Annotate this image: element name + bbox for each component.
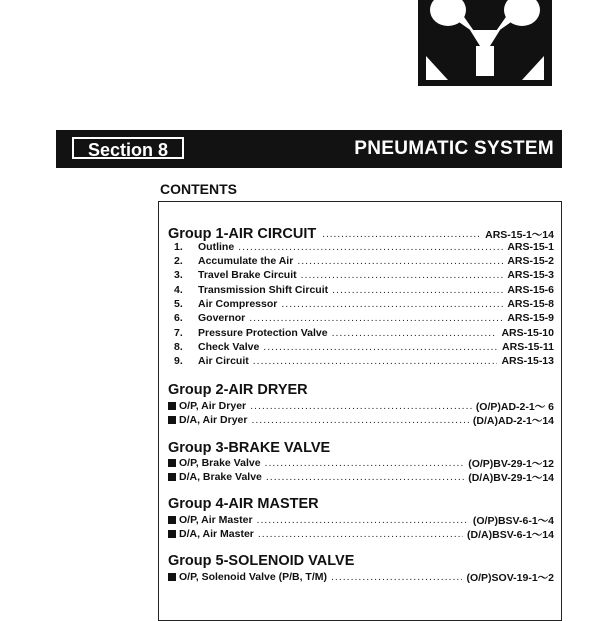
item-page-ref: ARS-15-11 [502, 341, 554, 353]
item-page-ref: ARS-15-3 [507, 269, 554, 281]
item-page-ref: ARS-15-13 [501, 355, 554, 367]
item-number: 3. [174, 269, 183, 281]
item-number: 6. [174, 312, 183, 324]
toc-item[interactable] [168, 326, 554, 340]
toc-item[interactable] [168, 527, 554, 541]
item-page-ref: (O/P)SOV-19-1～2 [466, 571, 554, 584]
item-page-ref: ARS-15-8 [507, 298, 554, 310]
bullet-square-icon [168, 416, 176, 424]
item-page-ref: ARS-15-1 [507, 241, 554, 253]
section-label: Section 8 [72, 137, 184, 159]
leader-dots [263, 341, 498, 353]
leader-dots [297, 255, 503, 267]
bullet-square-icon [168, 573, 176, 581]
item-page-ref: (O/P)BSV-6-1～4 [472, 514, 554, 527]
leader-dots [266, 471, 464, 483]
toc-item[interactable] [168, 513, 554, 527]
toc-item[interactable] [168, 240, 554, 254]
toc-item[interactable] [168, 413, 554, 427]
item-page-ref: (D/A)BV-29-1～14 [468, 471, 554, 484]
bullet-square-icon [168, 530, 176, 538]
toc-item[interactable] [168, 570, 554, 584]
item-label: Air Compressor [198, 298, 278, 310]
item-number: 7. [174, 327, 183, 339]
toc-item[interactable] [168, 311, 554, 325]
pneumatic-emblem-icon [418, 0, 552, 86]
item-label: Accumulate the Air [198, 255, 294, 267]
group-page-ref: ARS-15-1～14 [485, 228, 554, 241]
item-page-ref: ARS-15-10 [501, 327, 554, 339]
leader-dots [238, 241, 503, 253]
item-label: D/A, Brake Valve [179, 471, 262, 483]
item-label: Air Circuit [198, 355, 249, 367]
item-label: Transmission Shift Circuit [198, 284, 329, 296]
section-banner [56, 130, 562, 168]
item-label: Travel Brake Circuit [198, 269, 297, 281]
leader-dots [258, 528, 463, 540]
toc-item[interactable] [168, 254, 554, 268]
item-page-ref: (D/A)BSV-6-1～14 [467, 528, 554, 541]
group-title: Group 3-BRAKE VALVE [168, 440, 331, 456]
leader-dots [332, 327, 498, 339]
item-page-ref: (D/A)AD-2-1～14 [472, 414, 554, 427]
leader-dots [332, 284, 503, 296]
item-label: D/A, Air Dryer [179, 414, 248, 426]
leader-dots [331, 571, 462, 583]
item-label: O/P, Brake Valve [179, 457, 261, 469]
item-page-ref: (O/P)BV-29-1～12 [468, 457, 554, 470]
leader-dots [249, 312, 503, 324]
toc-item[interactable] [168, 354, 554, 368]
leader-dots [322, 229, 479, 240]
group-title: Group 4-AIR MASTER [168, 496, 319, 512]
leader-dots [251, 414, 468, 426]
toc-item[interactable] [168, 470, 554, 484]
item-page-ref: (O/P)AD-2-1～ 6 [475, 400, 554, 413]
toc-item[interactable] [168, 340, 554, 354]
item-label: Pressure Protection Valve [198, 327, 328, 339]
group-title: Group 2-AIR DRYER [168, 382, 308, 398]
leader-dots [257, 514, 469, 526]
bullet-square-icon [168, 459, 176, 467]
item-label: Governor [198, 312, 246, 324]
item-number: 5. [174, 298, 183, 310]
item-label: O/P, Air Master [179, 514, 253, 526]
item-page-ref: ARS-15-9 [507, 312, 554, 324]
toc-item[interactable] [168, 268, 554, 282]
item-number: 8. [174, 341, 183, 353]
item-page-ref: ARS-15-2 [507, 255, 554, 267]
leader-dots [253, 355, 498, 367]
section-title: PNEUMATIC SYSTEM [354, 138, 554, 159]
leader-dots [265, 457, 465, 469]
bullet-square-icon [168, 402, 176, 410]
bullet-square-icon [168, 516, 176, 524]
item-label: Outline [198, 241, 235, 253]
contents-heading: CONTENTS [160, 181, 237, 197]
leader-dots [281, 298, 503, 310]
item-number: 4. [174, 284, 183, 296]
bullet-square-icon [168, 473, 176, 481]
item-number: 1. [174, 241, 183, 253]
leader-dots [301, 269, 504, 281]
toc-item[interactable] [168, 456, 554, 470]
toc-item[interactable] [168, 399, 554, 413]
item-page-ref: ARS-15-6 [507, 284, 554, 296]
group-title: Group 1-AIR CIRCUIT [168, 226, 317, 242]
item-label: O/P, Air Dryer [179, 400, 247, 412]
item-label: D/A, Air Master [179, 528, 254, 540]
toc-item[interactable] [168, 283, 554, 297]
leader-dots [250, 400, 472, 412]
item-number: 2. [174, 255, 183, 267]
toc-item[interactable] [168, 297, 554, 311]
item-number: 9. [174, 355, 183, 367]
group-title: Group 5-SOLENOID VALVE [168, 553, 355, 569]
item-label: Check Valve [198, 341, 260, 353]
item-label: O/P, Solenoid Valve (P/B, T/M) [179, 571, 328, 583]
